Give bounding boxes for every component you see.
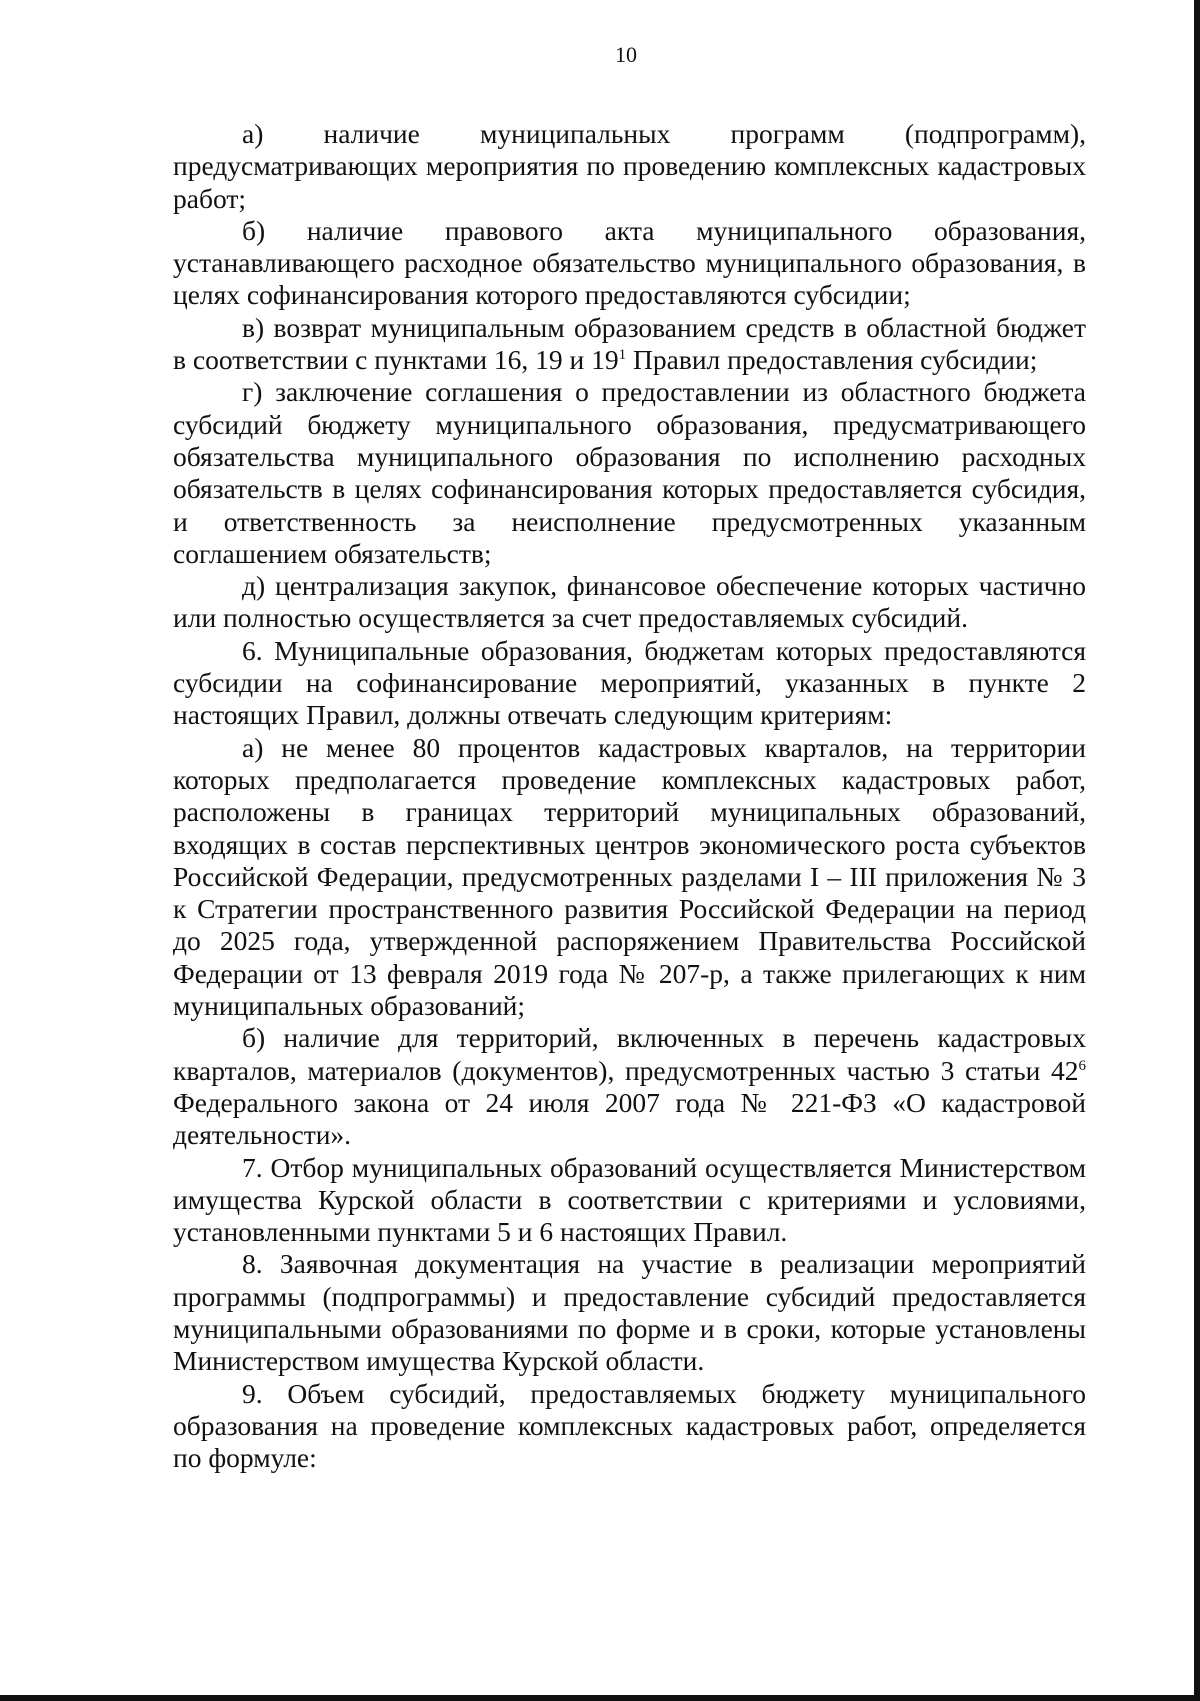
superscript: 1	[618, 347, 627, 364]
paragraph-6b-materials	[173, 1022, 1086, 1151]
paragraph-text: Федерального закона от 24 июля 2007 года № 221-ФЗ «О кадастровой деятельности».	[173, 1086, 1086, 1151]
page-number: 10	[615, 42, 637, 67]
paragraph-text: б) наличие для территорий, включенных в перечень кадастровых кварталов, материалов (документов), предусмотренных частью 3 статьи 42	[173, 1022, 1086, 1086]
document-body	[173, 118, 1086, 1474]
paragraph-8-application: 8. Заявочная документация на участие в реализации мероприятий программы (подпрограммы) и предоставление субсидий предоставляется муниципальными образованиями по форме и в сроки, которые установлены Министерством имущества Курской области.	[173, 1248, 1086, 1377]
scan-edge-bottom	[0, 1695, 1200, 1701]
paragraph-a-programs: а) наличие муниципальных программ (подпрограмм), предусматривающих мероприятия по проведению комплексных кадастровых работ;	[173, 118, 1086, 214]
paragraph-b-legal-act: б) наличие правового акта муниципального образования, устанавливающего расходное обязательство муниципального образования, в целях софинансирования которого предоставляются субсидии;	[173, 214, 1086, 311]
paragraph-text: Правил предоставления субсидии;	[626, 344, 1038, 376]
paragraph-d-procurement: д) централизация закупок, финансовое обеспечение которых частично или полностью осуществляется за счет предоставляемых субсидий.	[173, 570, 1086, 634]
paragraph-6a-cadastral-quarters: а) не менее 80 процентов кадастровых кварталов, на территории которых предполагается проведение комплексных кадастровых работ, расположены в границах территорий муниципальных образований, входящих в состав перспективных центров экономического роста субъектов Российской Федерации, предусмотренных разделами I – III приложения № 3 к Стратегии пространственного развития Российской Федерации на период до 2025 года, утвержденной распоряжением Правительства Российской Федерации от 13 февраля 2019 года № 207-р, а также прилегающих к ним муниципальных образований;	[173, 731, 1086, 1022]
scan-edge-right	[1194, 0, 1200, 1701]
paragraph-9-formula: 9. Объем субсидий, предоставляемых бюджету муниципального образования на проведение комплексных кадастровых работ, определяется по формуле:	[173, 1377, 1086, 1474]
paragraph-6-criteria: 6. Муниципальные образования, бюджетам которых предоставляются субсидии на софинансирование мероприятий, указанных в пункте 2 настоящих Правил, должны отвечать следующим критериям:	[173, 634, 1086, 731]
paragraph-text: в) возврат муниципальным образованием средств в областной бюджет в соответствии с пунктами 16, 19 и 19	[173, 311, 1086, 376]
paragraph-7-selection: 7. Отбор муниципальных образований осуществляется Министерством имущества Курской области в соответствии с критериями и условиями, установленными пунктами 5 и 6 настоящих Правил.	[173, 1151, 1086, 1248]
superscript: 6	[1078, 1057, 1086, 1074]
paragraph-v-refund	[173, 312, 1086, 377]
paragraph-g-agreement: г) заключение соглашения о предоставлении из областного бюджета субсидий бюджету муниципального образования, предусматривающего обязательства муниципального образования по исполнению расходных обязательств в целях софинансирования которых предоставляется субсидия, и ответственность за неисполнение предусмотренных указанным соглашением обязательств;	[173, 376, 1086, 569]
